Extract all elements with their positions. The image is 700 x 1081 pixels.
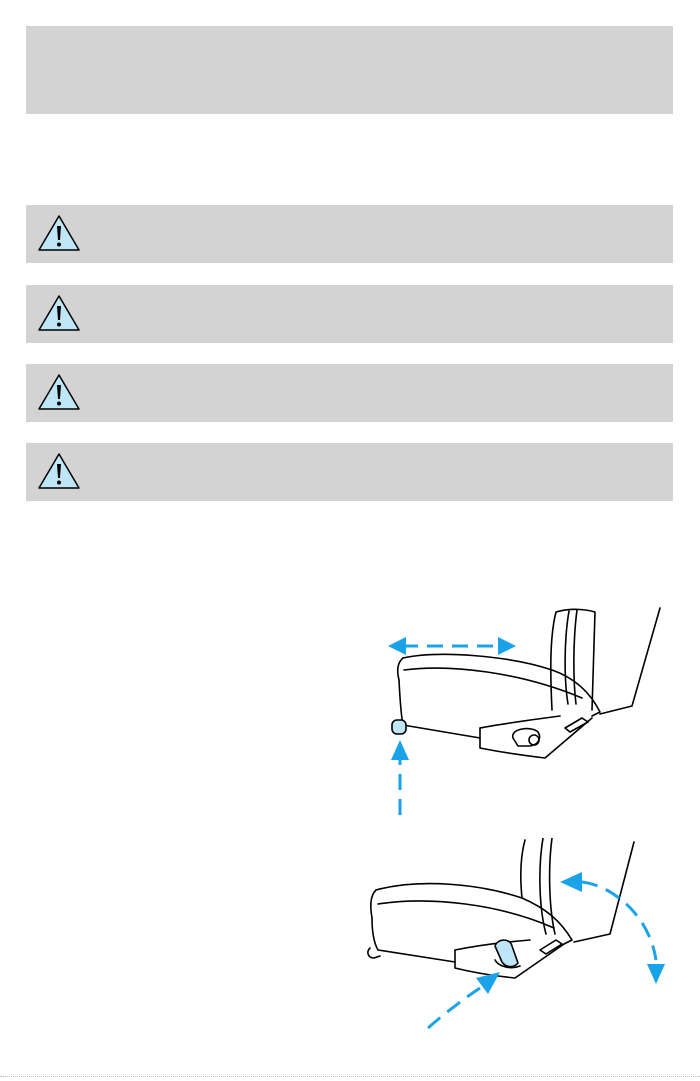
warning-triangle-icon: [36, 213, 82, 253]
warning-box-3: [26, 364, 673, 422]
warning-triangle-icon: [36, 372, 82, 412]
seatback-recline-adjust-illustration: [360, 838, 700, 1038]
warning-triangle-icon: [36, 293, 82, 333]
warning-box-4: [26, 443, 673, 501]
warning-box-2: [26, 285, 673, 343]
header-box: [26, 26, 673, 114]
page-bottom-rule: [0, 1076, 700, 1077]
warning-box-1: [26, 205, 673, 263]
seat-fore-aft-adjust-illustration: [370, 600, 690, 820]
warning-triangle-icon: [36, 451, 82, 491]
